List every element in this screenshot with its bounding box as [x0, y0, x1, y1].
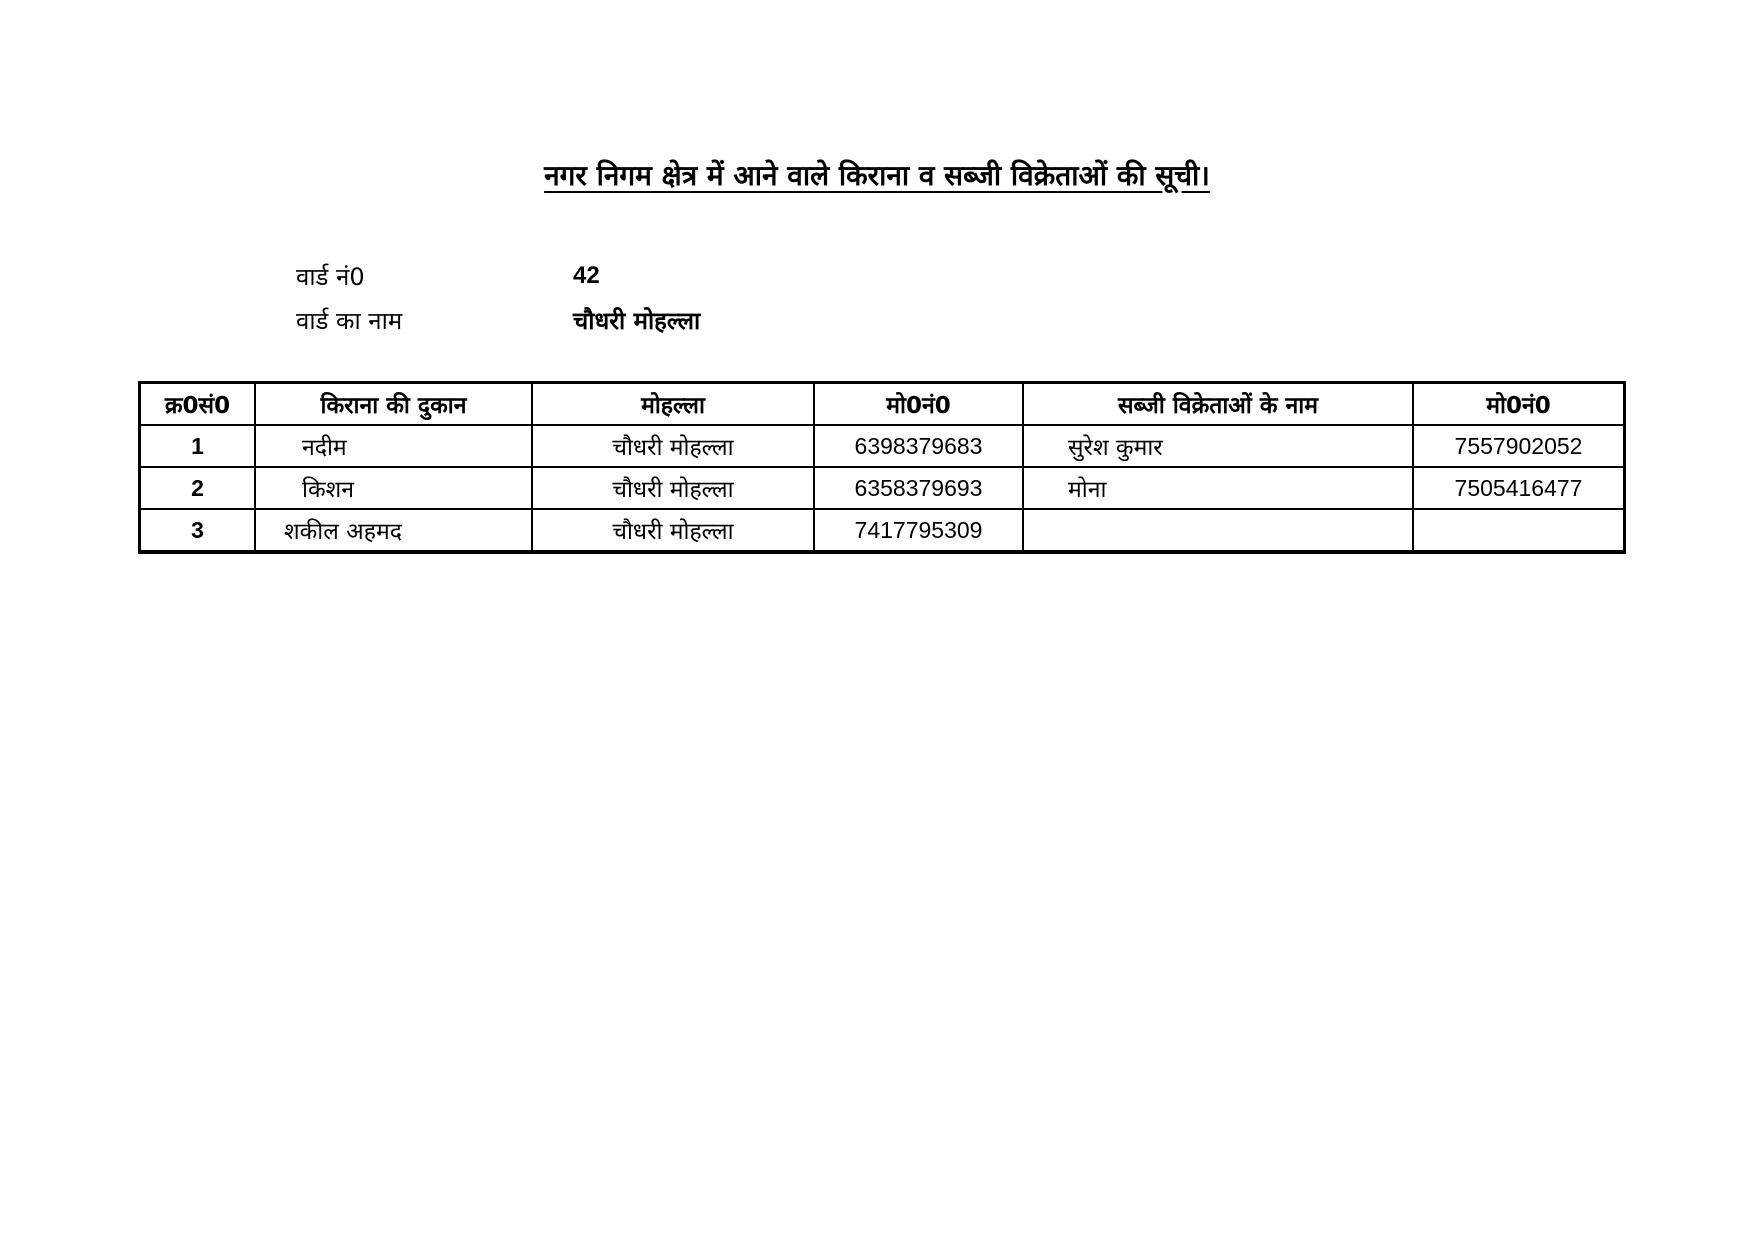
ward-info — [296, 254, 700, 342]
page-title — [0, 156, 1754, 194]
cell-grocery-shop: नदीम — [255, 425, 532, 467]
header-vegetable-vendor-names: सब्जी विक्रेताओं के नाम — [1023, 383, 1413, 425]
cell-vendor-mobile-number — [1413, 509, 1624, 552]
cell-mohalla: चौधरी मोहल्ला — [532, 509, 814, 552]
ward-number-label: वार्ड नं0 — [296, 262, 365, 291]
vendor-table — [139, 382, 1625, 553]
ward-name-row — [296, 298, 700, 342]
cell-mobile-number: 7417795309 — [814, 509, 1023, 552]
cell-grocery-shop: शकील अहमद — [255, 509, 532, 552]
header-vendor-mobile-number: मो0नं0 — [1413, 383, 1624, 425]
cell-vegetable-vendor — [1023, 509, 1413, 552]
header-grocery-shop: किराना की दुकान — [255, 383, 532, 425]
cell-serial-number: 2 — [140, 467, 255, 509]
table-row — [140, 425, 1624, 467]
header-serial-number: क्र0सं0 — [140, 383, 255, 425]
cell-mohalla: चौधरी मोहल्ला — [532, 425, 814, 467]
ward-number-value: 42 — [573, 262, 600, 289]
cell-serial-number: 1 — [140, 425, 255, 467]
table-row — [140, 509, 1624, 552]
cell-serial-number: 3 — [140, 509, 255, 552]
table-row — [140, 467, 1624, 509]
cell-mobile-number: 6398379683 — [814, 425, 1023, 467]
ward-name-label: वार्ड का नाम — [296, 306, 403, 335]
header-mobile-number: मो0नं0 — [814, 383, 1023, 425]
header-mohalla: मोहल्ला — [532, 383, 814, 425]
table-header-row — [140, 383, 1624, 425]
cell-mobile-number: 6358379693 — [814, 467, 1023, 509]
cell-vegetable-vendor: सुरेश कुमार — [1023, 425, 1413, 467]
cell-vendor-mobile-number: 7557902052 — [1413, 425, 1624, 467]
cell-grocery-shop: किशन — [255, 467, 532, 509]
ward-name-value: चौधरी मोहल्ला — [573, 306, 701, 335]
cell-vendor-mobile-number: 7505416477 — [1413, 467, 1624, 509]
cell-vegetable-vendor: मोना — [1023, 467, 1413, 509]
cell-mohalla: चौधरी मोहल्ला — [532, 467, 814, 509]
page-title-text: नगर निगम क्षेत्र में आने वाले किराना व सब्जी विक्रेताओं की सूची। — [544, 159, 1210, 192]
ward-number-row — [296, 254, 700, 298]
